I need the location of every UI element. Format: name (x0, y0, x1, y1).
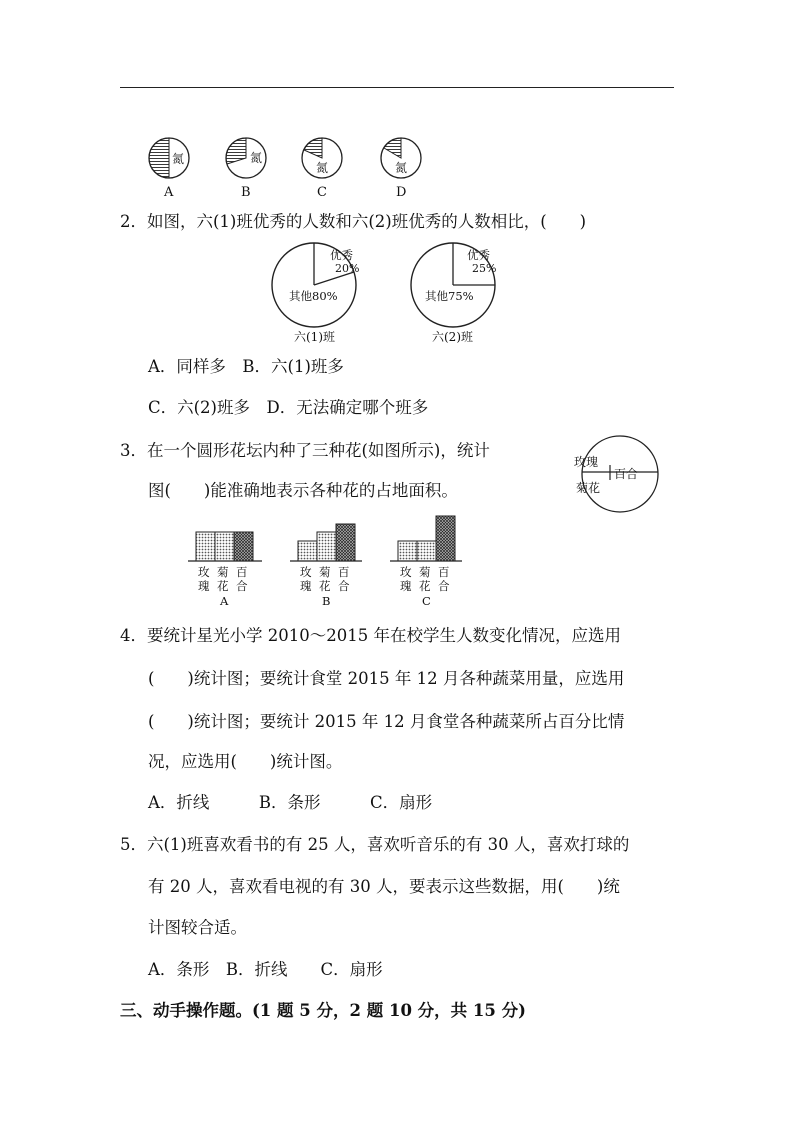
q2-options-line2: C．六(2)班多 D．无法确定哪个班多 (148, 398, 429, 417)
q3-c-letter: C (422, 594, 431, 608)
q5-line2: 有 20 人，喜欢看电视的有 30 人，要表示这些数据，用( )统 (148, 877, 620, 896)
q2-pie-class2-excellent-label: 优秀 (467, 248, 490, 262)
q3-a-cat1-bottom: 瑰 (198, 579, 210, 593)
q3-a-cat2-bottom: 花 (217, 579, 229, 593)
q3-b-letter: B (322, 594, 331, 608)
q3-stem-line1: 3．在一个圆形花坛内种了三种花(如图所示)，统计 (120, 441, 490, 460)
q3-c-cat2-top: 菊 (419, 565, 431, 579)
q1-option-c-pie (302, 138, 342, 178)
q3-a-cat3-bottom: 合 (236, 579, 248, 593)
q2-pie-class2 (411, 243, 496, 327)
q3-b-cat2-bottom: 花 (319, 579, 331, 593)
q1-option-d-pie (381, 138, 421, 178)
q5-options: A．条形 B．折线 C．扇形 (148, 960, 383, 979)
q3-bar-option-c (390, 516, 462, 608)
q3-b-bar-chrysanthemum (317, 532, 336, 561)
q4-line3: ( )统计图；要统计 2015 年 12 月食堂各种蔬菜所占百分比情 (148, 712, 625, 731)
q3-c-bar-rose (398, 541, 417, 561)
q3-a-letter: A (220, 594, 229, 608)
q3-c-cat1-bottom: 瑰 (400, 579, 412, 593)
q2-pie-class1 (272, 243, 359, 327)
q4-line4: 况，应选用( )统计图。 (148, 752, 343, 771)
q3-c-cat3-top: 百 (438, 565, 450, 579)
q2-pie-class1-caption: 六(1)班 (294, 330, 335, 344)
header-rule (120, 87, 674, 88)
q3-c-bar-chrysanthemum (417, 541, 436, 561)
q1-options-figure (140, 136, 440, 200)
q3-c-cat1-top: 玫 (400, 565, 412, 579)
q3-a-cat1-top: 玫 (198, 565, 210, 579)
q4-line2: ( )统计图；要统计食堂 2015 年 12 月各种蔬菜用量，应选用 (148, 669, 625, 688)
q1-option-a-letter: A (164, 185, 174, 200)
q1-option-d-letter: D (396, 185, 407, 200)
q3-b-bar-rose (298, 541, 317, 561)
q2-pie-charts (262, 238, 502, 348)
q1-option-a-gas: 氮 (172, 152, 185, 166)
q1-option-b-letter: B (241, 185, 251, 200)
q2-stem: 2．如图，六(1)班优秀的人数和六(2)班优秀的人数相比，( ) (120, 212, 587, 231)
q3-circle-lily: 百合 (614, 467, 639, 481)
q2-pie-class2-caption: 六(2)班 (432, 330, 473, 344)
q3-a-cat3-top: 百 (236, 565, 248, 579)
q2-pie-class2-excellent-pct: 25% (472, 262, 497, 275)
q3-b-cat1-bottom: 瑰 (300, 579, 312, 593)
q1-option-d-gas: 氮 (395, 161, 408, 175)
q1-option-b-gas: 氮 (250, 151, 263, 165)
q3-a-bar-lily (234, 532, 253, 561)
q3-circle-chrysanthemum: 菊花 (576, 481, 601, 495)
q3-bar-option-b (290, 524, 362, 608)
q3-b-bar-lily (336, 524, 355, 561)
q3-c-bar-lily (436, 516, 455, 561)
q1-option-b-pie (226, 138, 266, 178)
q4-options: A．折线 B．条形 C．扇形 (148, 793, 433, 812)
q3-b-cat3-top: 百 (338, 565, 350, 579)
q1-option-c-gas: 氮 (316, 161, 329, 175)
q3-circle-rose: 玫瑰 (574, 455, 599, 469)
section3-heading: 三、动手操作题。(1 题 5 分，2 题 10 分，共 15 分) (120, 1001, 526, 1020)
q4-line1: 4．要统计星光小学 2010～2015 年在校学生人数变化情况，应选用 (120, 626, 621, 645)
q2-pie-class1-excellent-pct: 20% (335, 262, 360, 275)
q3-b-cat1-top: 玫 (300, 565, 312, 579)
q1-option-a-pie (149, 138, 189, 178)
q5-line3: 计图较合适。 (148, 918, 247, 937)
q3-a-bar-rose (196, 532, 215, 561)
q1-option-c-letter: C (317, 185, 327, 200)
q2-pie-class1-excellent-label: 优秀 (330, 248, 353, 262)
q3-b-cat3-bottom: 合 (338, 579, 350, 593)
q3-bar-option-a (188, 532, 262, 608)
q3-bar-options (186, 512, 466, 612)
q3-a-cat2-top: 菊 (217, 565, 229, 579)
q2-pie-class2-other-label: 其他75% (425, 289, 474, 303)
q2-pie-class1-other-label: 其他80% (289, 289, 338, 303)
q3-a-bar-chrysanthemum (215, 532, 234, 561)
q3-c-cat3-bottom: 合 (438, 579, 450, 593)
q5-line1: 5．六(1)班喜欢看书的有 25 人，喜欢听音乐的有 30 人，喜欢打球的 (120, 835, 630, 854)
q3-stem-line2: 图( )能准确地表示各种花的占地面积。 (148, 481, 458, 500)
q3-flowerbed-circle (566, 432, 674, 516)
q3-b-cat2-top: 菊 (319, 565, 331, 579)
q2-options-line1: A．同样多 B．六(1)班多 (148, 357, 344, 376)
q3-c-cat2-bottom: 花 (419, 579, 431, 593)
